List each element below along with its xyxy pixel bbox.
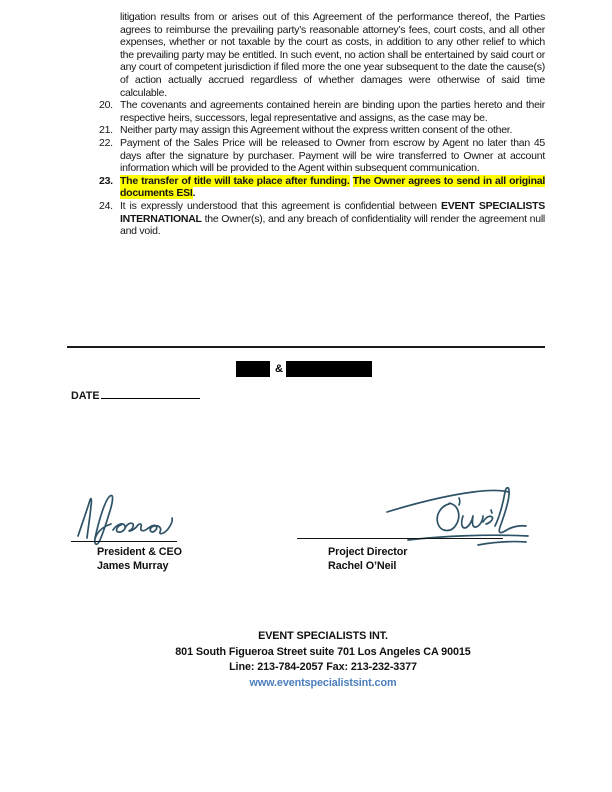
item-text-before: It is expressly understood that this agreement is confidential between	[120, 199, 441, 212]
item-suffix: .	[192, 187, 196, 200]
date-blank-line	[101, 387, 200, 399]
intro-paragraph: litigation results from or arises out of this Agreement of the performance thereof, the Parties agrees to reimburse the prevailing party’s reasonable attorney’s fees, court costs, and all other expenses, whether or not taxable by the court as costs, in addition to any other relief to which the prevailing party may be entitled. In such event, no action shall be entertained by said court or any court of competent jurisdiction if filed more the one year subsequent to the date the cause(s) of action actually accrued regardless of whether damages were otherwise of said time calculable.	[120, 11, 545, 99]
signature-line-right	[297, 538, 503, 539]
redacted-title	[236, 360, 372, 377]
footer	[101, 629, 545, 691]
list-item-22	[99, 137, 545, 175]
list-item-23-highlighted	[99, 175, 545, 200]
company-name-bold: EVENT SPECIALISTS INTERNATIONAL	[120, 199, 545, 225]
item-number: 24.	[99, 199, 113, 212]
signatory-title: Project Director	[328, 546, 408, 558]
signatory-title: President & CEO	[97, 546, 182, 558]
agreement-body	[99, 11, 545, 238]
item-text: The covenants and agreements contained herein are binding upon the parties hereto and their respective heirs, successors, legal representative and assigns, as the case may be.	[120, 99, 545, 124]
item-number: 20.	[99, 99, 113, 112]
redaction-bar-left	[236, 361, 270, 377]
highlighted-text: The Owner agrees to send in all original documents ESI	[120, 174, 546, 200]
list-item-21	[99, 124, 545, 137]
date-label: DATE	[71, 390, 100, 402]
signature-rachel-oneil	[383, 482, 533, 550]
item-text: Payment of the Sales Price will be released to Owner from escrow by Agent no later than 45 days after the signature by purchaser. Payment will be wire transferred to Owner at account information which will be provided to the Agent within subsequent communication.	[120, 136, 545, 175]
footer-company: EVENT SPECIALISTS INT.	[258, 630, 388, 642]
date-field	[71, 386, 200, 400]
list-item-20	[99, 99, 545, 124]
item-text	[120, 175, 545, 200]
item-text	[120, 200, 545, 238]
item-text-after: the Owner(s), and any breach of confidentiality will render the agreement null and void.	[120, 212, 545, 238]
item-number: 21.	[99, 124, 113, 137]
list-item-24	[99, 200, 545, 238]
signatory-left	[97, 546, 182, 574]
signature-line-left	[71, 541, 177, 542]
signature-james-murray	[73, 486, 188, 548]
item-number: 23.	[99, 174, 113, 187]
footer-phones: Line: 213-784-2057 Fax: 213-232-3377	[229, 661, 417, 674]
highlighted-text: The transfer of title will take place after funding.	[120, 174, 350, 187]
ampersand-text: &	[275, 362, 283, 375]
signatory-name: Rachel O’Neil	[328, 559, 397, 572]
footer-website-link[interactable]: www.eventspecialistsint.com	[249, 676, 397, 689]
item-text: Neither party may assign this Agreement without the express written consent of the other.	[120, 124, 513, 137]
redaction-bar-right	[286, 361, 372, 377]
signatory-right	[328, 546, 407, 574]
footer-address: 801 South Figueroa Street suite 701 Los Angeles CA 90015	[175, 645, 471, 658]
section-divider-rule	[67, 346, 545, 348]
item-number: 22.	[99, 136, 113, 149]
signatory-name: James Murray	[97, 559, 169, 572]
